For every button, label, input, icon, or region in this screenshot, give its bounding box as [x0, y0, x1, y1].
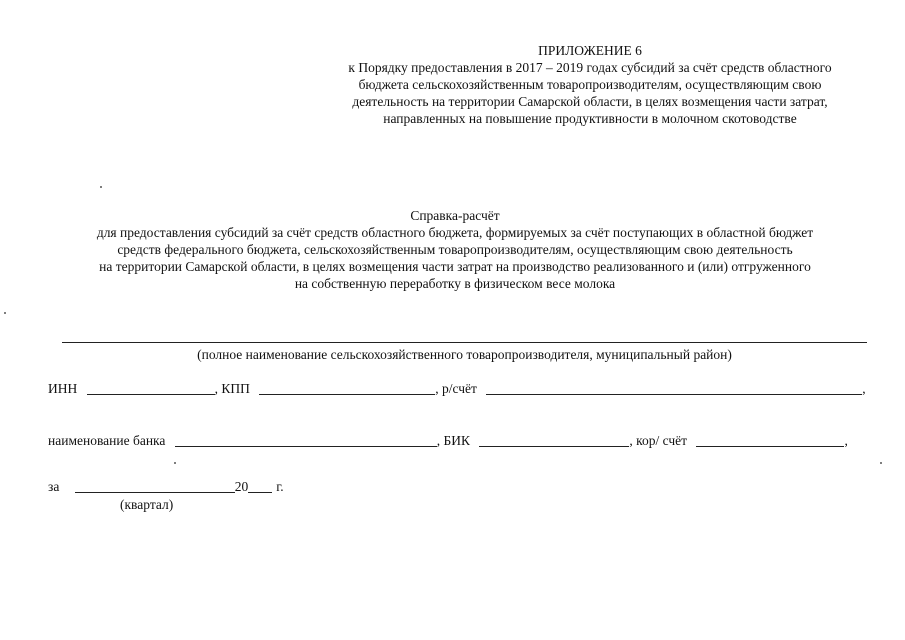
- document-subtitle-line: на собственную переработку в физическом весе молока: [294, 276, 616, 291]
- producer-name-caption: (полное наименование сельскохозяйственного товаропроизводителя, муниципальный район): [197, 347, 732, 362]
- period-label: за: [48, 479, 60, 494]
- quarter-blank[interactable]: [75, 479, 235, 493]
- bank-label: наименование банка: [48, 433, 166, 448]
- inn-blank[interactable]: [87, 381, 215, 395]
- document-subtitle-line: средств федерального бюджета, сельскохозяйственным товаропроизводителям, осуществляющим свою деятельность: [117, 242, 793, 257]
- scan-speck: [4, 312, 6, 314]
- scan-speck: [174, 462, 176, 464]
- requisites-row-2: [48, 432, 848, 449]
- account-label: , р/счёт: [435, 381, 477, 396]
- period-row: [48, 478, 284, 495]
- appendix-line: деятельность на территории Самарской области, в целях возмещения части затрат,: [352, 94, 828, 109]
- bik-blank[interactable]: [479, 433, 629, 447]
- kpp-label: , КПП: [214, 381, 250, 396]
- year-suffix: г.: [276, 479, 284, 494]
- appendix-line: бюджета сельскохозяйственным товаропроизводителям, осуществляющим свою: [358, 77, 822, 92]
- document-subtitle-line: на территории Самарской области, в целях возмещения части затрат на производство реализованного и (или) отгруженного: [99, 259, 811, 274]
- bank-blank[interactable]: [175, 433, 437, 447]
- year-prefix: 20: [234, 479, 249, 494]
- scan-speck: [880, 462, 882, 464]
- appendix-header: [300, 42, 880, 127]
- bik-label: , БИК: [436, 433, 471, 448]
- corr-account-blank[interactable]: [696, 433, 844, 447]
- document-title: Справка-расчёт: [410, 208, 500, 223]
- scan-speck: [100, 186, 102, 188]
- document-title-block: [20, 207, 890, 292]
- appendix-line: направленных на повышение продуктивности в молочном скотоводстве: [383, 111, 797, 126]
- row-2-comma: ,: [844, 433, 848, 448]
- appendix-line: к Порядку предоставления в 2017 – 2019 годах субсидий за счёт средств областного: [348, 60, 832, 75]
- row-1-comma: ,: [862, 381, 866, 396]
- requisites-row-1: [48, 380, 866, 397]
- appendix-heading: ПРИЛОЖЕНИЕ 6: [538, 43, 642, 58]
- inn-label: ИНН: [48, 381, 78, 396]
- document-subtitle-line: для предоставления субсидий за счёт средств областного бюджета, формируемых за счёт поступающих в областной бюджет: [96, 225, 814, 240]
- quarter-caption: (квартал): [120, 497, 174, 512]
- corr-account-label: , кор/ счёт: [629, 433, 688, 448]
- account-blank[interactable]: [486, 381, 862, 395]
- kpp-blank[interactable]: [259, 381, 435, 395]
- year-blank[interactable]: [248, 479, 272, 493]
- producer-name-blank[interactable]: [62, 342, 867, 343]
